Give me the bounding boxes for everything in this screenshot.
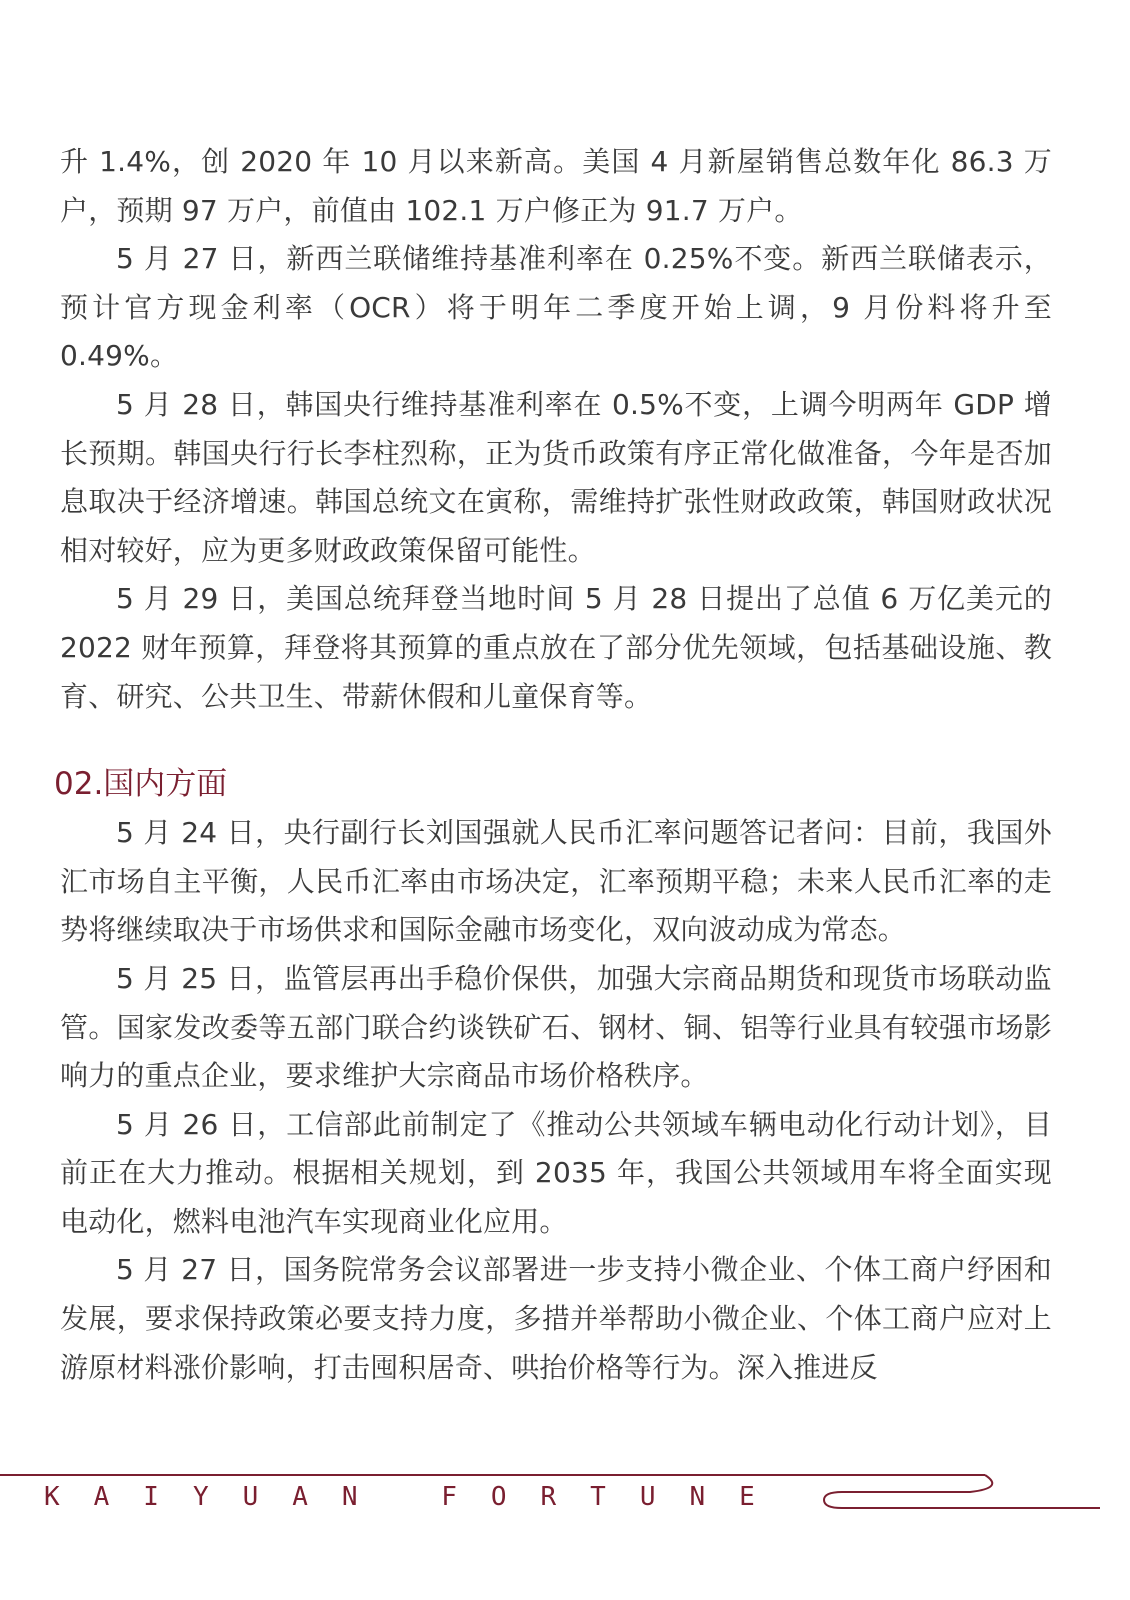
page-footer [0, 1470, 1130, 1540]
paragraph: 5 月 24 日，央行副行长刘国强就人民币汇率问题答记者问：目前，我国外汇市场自主平衡，人民币汇率由市场决定，汇率预期平稳；未来人民币汇率的走势将继续取决于市场供求和国际金融市场变化，双向波动成为常态。 [60, 816, 1052, 947]
paragraph: 5 月 28 日，韩国央行维持基准利率在 0.5%不变，上调今明两年 GDP 增长预期。韩国央行行长李柱烈称，正为货币政策有序正常化做准备，今年是否加息取决于经济增速。韩国总统文在寅称，需维持扩张性财政政策，韩国财政状况相对较好，应为更多财政政策保留可能性。 [60, 387, 1052, 567]
footer-brand: KAIYUAN FORTUNE [44, 1482, 789, 1512]
paragraph: 5 月 27 日，新西兰联储维持基准利率在 0.25%不变。新西兰联储表示，预计官方现金利率（OCR）将于明年二季度开始上调，9 月份料将升至 0.49%。 [60, 242, 1052, 373]
paragraph: 升 1.4%，创 2020 年 10 月以来新高。美国 4 月新屋销售总数年化 86.3 万户，预期 97 万户，前值由 102.1 万户修正为 91.7 万户。 [60, 145, 1052, 227]
paragraph: 5 月 27 日，国务院常务会议部署进一步支持小微企业、个体工商户纾困和发展，要求保持政策必要支持力度，多措并举帮助小微企业、个体工商户应对上游原材料涨价影响，打击囤积居奇、哄抬价格等行为。深入推进反 [60, 1253, 1052, 1384]
document-body [54, 138, 1052, 1392]
paragraph: 5 月 26 日，工信部此前制定了《推动公共领域车辆电动化行动计划》，目前正在大力推动。根据相关规划，到 2035 年，我国公共领域用车将全面实现电动化，燃料电池汽车实现商业化应用。 [60, 1107, 1052, 1238]
paragraph: 5 月 25 日，监管层再出手稳价保供，加强大宗商品期货和现货市场联动监管。国家发改委等五部门联合约谈铁矿石、钢材、铜、铝等行业具有较强市场影响力的重点企业，要求维护大宗商品市场价格秩序。 [60, 961, 1052, 1093]
paragraph: 5 月 29 日，美国总统拜登当地时间 5 月 28 日提出了总值 6 万亿美元的 2022 财年预算，拜登将其预算的重点放在了部分优先领域，包括基础设施、教育、研究、公共卫生、带薪休假和儿童保育等。 [60, 582, 1052, 713]
section-heading: 02.国内方面 [54, 766, 228, 803]
brand-swoosh-icon [820, 1470, 1110, 1520]
